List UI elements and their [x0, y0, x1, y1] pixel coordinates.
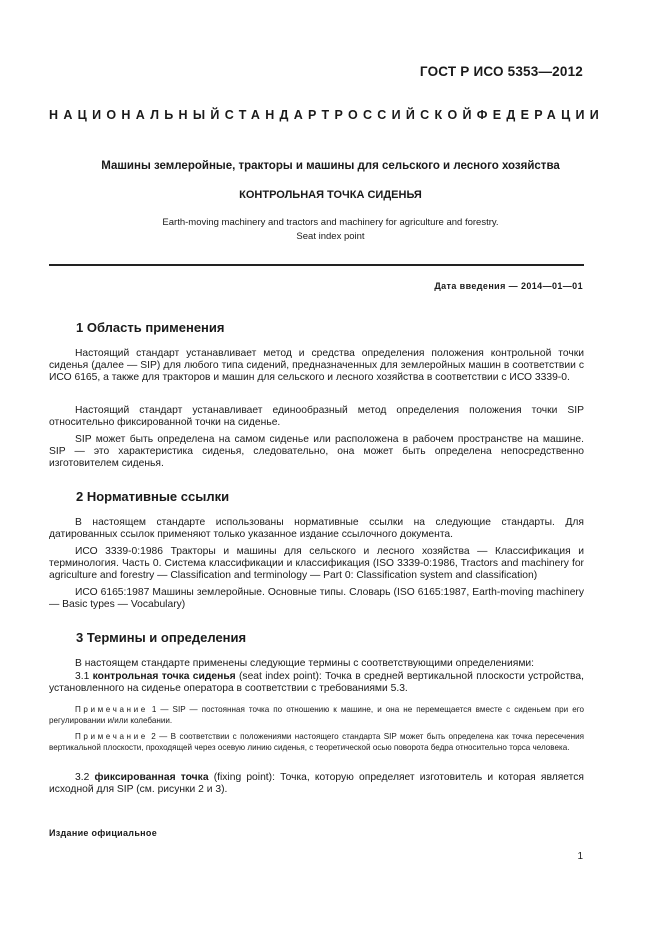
section-2-paragraph-2: ИСО 3339-0:1986 Тракторы и машины для сельского и лесного хозяйства — Классификация и терминология. Часть 0. Система классификации и классификация (ISO 3339-0:1986, Tractors and machinery for agriculture and forestry — Classification and terminology — Part 0: Classification system and classification): [49, 546, 584, 582]
title-en-line-2: Seat index point: [296, 231, 365, 242]
section-3-heading: 3 Термины и определения: [76, 630, 247, 645]
document-title: КОНТРОЛЬНАЯ ТОЧКА СИДЕНЬЯ: [239, 189, 422, 201]
national-standard-word-1: НАЦИОНАЛЬНЫЙ: [49, 108, 225, 122]
document-title-en: [0, 216, 661, 244]
document-subtitle-ru: Машины землеройные, тракторы и машины для сельского и лесного хозяйства: [101, 160, 560, 172]
section-1-paragraph-3: SIP может быть определена на самом сиденье или расположена в рабочем пространстве на машине. SIP — это характеристика сиденья, следовательно, она может быть определена непосредственно изготовителем сиденья.: [49, 434, 584, 470]
national-standard-word-2: СТАНДАРТ: [224, 108, 335, 122]
national-standard-word-3: РОССИЙСКОЙ: [334, 108, 477, 122]
national-standard-word-4: ФЕДЕРАЦИИ: [476, 108, 605, 122]
section-1-paragraph-1: Настоящий стандарт устанавливает метод и средства определения положения контрольной точки сиденья (далее — SIP) для любого типа сидений, предназначенных для землеройных машин в соответствии с ИСО 6165, а также для тракторов и машин для сельского и лесного хозяйства в соответствии с ИСО 3339-0.: [49, 348, 584, 384]
section-3-paragraph-1: В настоящем стандарте применены следующие термины с соответствующими определениями:: [75, 658, 535, 669]
section-2-paragraph-1: В настоящем стандарте использованы нормативные ссылки на следующие стандарты. Для датированных ссылок применяют только указанное издание ссылочного документа.: [49, 517, 584, 541]
note-1: Примечание 1 — SIP — постоянная точка по отношению к машине, и она не перемещается вместе с сиденьем при его регулировании и/или колебании.: [49, 705, 584, 725]
header-divider: [49, 264, 584, 266]
term-3-2: 3.2 фиксированная точка (fixing point): Точка, которую определяет изготовитель и которая является исходной для SIP (см. рисунки 2 и 3).: [49, 772, 584, 796]
section-1-paragraph-2: Настоящий стандарт устанавливает единообразный метод определения положения точки SIP относительно фиксированной точки на сиденье.: [49, 405, 584, 429]
section-2-paragraph-3: ИСО 6165:1987 Машины землеройные. Основные типы. Словарь (ISO 6165:1987, Earth-moving machinery — Basic types — Vocabulary): [49, 587, 584, 611]
title-en-line-1: Earth-moving machinery and tractors and machinery for agriculture and forestry.: [162, 217, 499, 228]
term-3-1-title: контрольная точка сиденья: [92, 671, 236, 682]
page-number: 1: [577, 851, 583, 862]
gost-code: ГОСТ Р ИСО 5353—2012: [419, 64, 583, 79]
term-3-1: 3.1 контрольная точка сиденья (seat index point): Точка в средней вертикальной плоскости устройства, установленного на сиденье оператора в соответствии с требованиями 5.3.: [49, 671, 584, 695]
section-2-heading: 2 Нормативные ссылки: [76, 489, 230, 504]
note-2: Примечание 2 — В соответствии с положениями настоящего стандарта SIP может быть определена как точка пересечения вертикальной плоскости, проходящей через осевую линию сиденья, с теоретической осью поворота бедра относительно торса человека.: [49, 732, 584, 752]
national-standard-heading: [49, 108, 605, 122]
intro-date: Дата введения — 2014—01—01: [434, 281, 583, 291]
section-1-heading: 1 Область применения: [76, 320, 225, 335]
edition-label: Издание официальное: [49, 828, 158, 838]
term-3-2-title: фиксированная точка: [94, 772, 209, 783]
